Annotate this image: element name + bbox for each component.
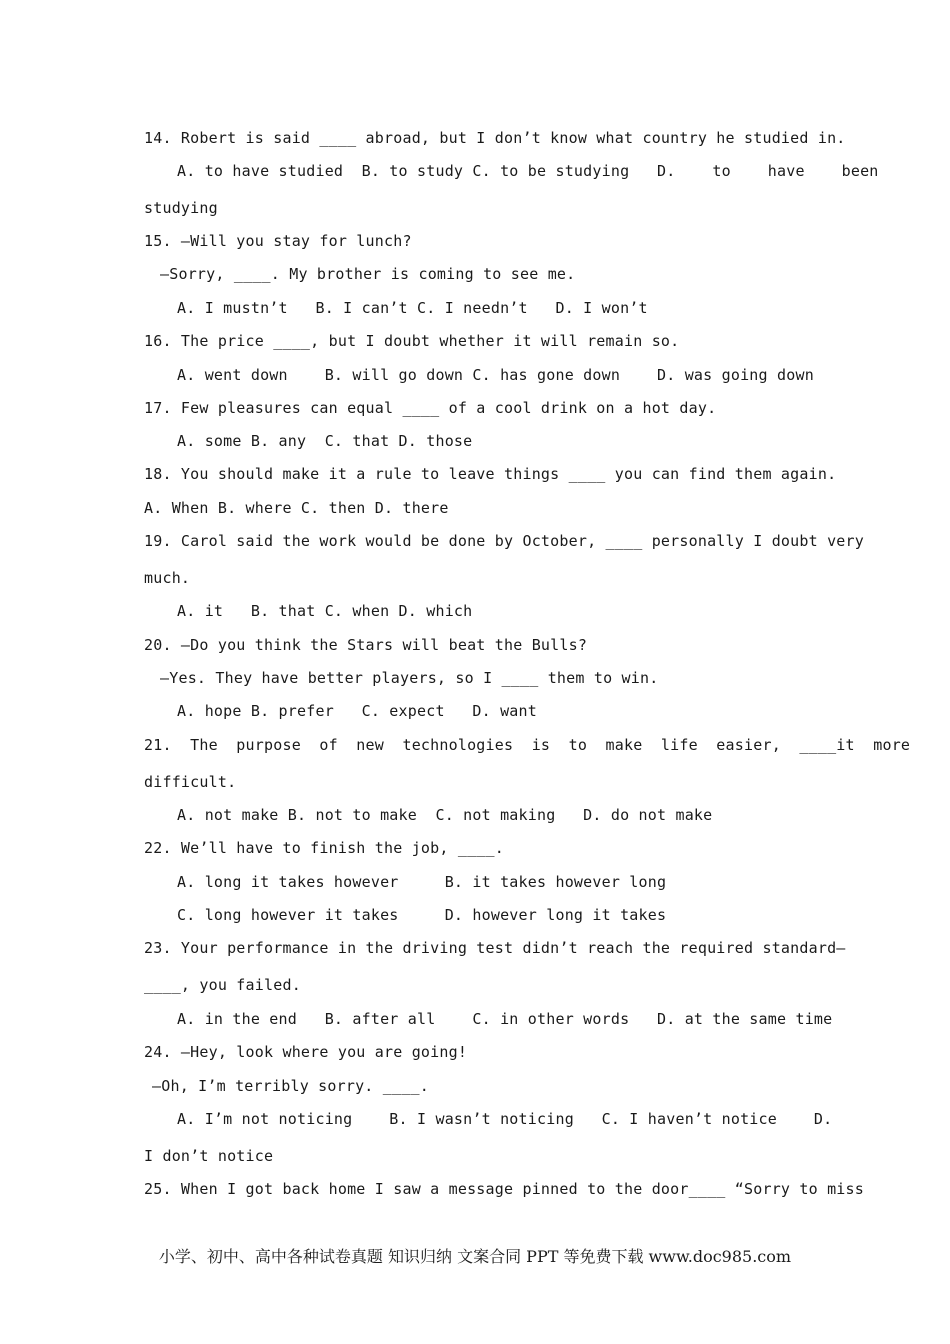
options-21: A. not make B. not to make C. not making D. do not make <box>177 806 713 824</box>
options-22-cd: C. long however it takes D. however long it takes <box>177 906 667 924</box>
options-24-cont: I don’t notice <box>144 1147 274 1165</box>
options-16: A. went down B. will go down C. has gone down D. was going down <box>177 366 814 384</box>
options-14-cont: studying <box>144 199 218 217</box>
question-15-reply: —Sorry, ____. My brother is coming to see me. <box>160 265 576 283</box>
question-17: 17. Few pleasures can equal ____ of a cool drink on a hot day. <box>144 399 717 417</box>
options-23: A. in the end B. after all C. in other words D. at the same time <box>177 1010 833 1028</box>
options-15: A. I mustn’t B. I can’t C. I needn’t D. I won’t <box>177 299 648 317</box>
question-23-cont: ____, you failed. <box>144 976 301 994</box>
question-15: 15. —Will you stay for lunch? <box>144 232 412 250</box>
question-20-reply: —Yes. They have better players, so I ____ them to win. <box>160 669 659 687</box>
options-20: A. hope B. prefer C. expect D. want <box>177 702 537 720</box>
question-19: 19. Carol said the work would be done by October, ____ personally I doubt very <box>144 532 864 550</box>
question-23: 23. Your performance in the driving test didn’t reach the required standard— <box>144 939 846 957</box>
question-14: 14. Robert is said ____ abroad, but I don’t know what country he studied in. <box>144 129 846 147</box>
question-21: 21. The purpose of new technologies is to make life easier, ____it more <box>144 736 911 754</box>
options-19: A. it B. that C. when D. which <box>177 602 473 620</box>
question-19-cont: much. <box>144 569 191 587</box>
question-20: 20. —Do you think the Stars will beat the Bulls? <box>144 636 588 654</box>
options-22-ab: A. long it takes however B. it takes however long <box>177 873 667 891</box>
question-25: 25. When I got back home I saw a message pinned to the door____ “Sorry to miss <box>144 1180 864 1198</box>
options-24: A. I’m not noticing B. I wasn’t noticing C. I haven’t notice D. <box>177 1110 833 1128</box>
options-17: A. some B. any C. that D. those <box>177 432 473 450</box>
question-16: 16. The price ____, but I doubt whether it will remain so. <box>144 332 680 350</box>
options-14: A. to have studied B. to study C. to be studying D. to have been <box>177 162 879 180</box>
question-18: 18. You should make it a rule to leave things ____ you can find them again. <box>144 465 837 483</box>
question-24: 24. —Hey, look where you are going! <box>144 1043 468 1061</box>
question-24-reply: —Oh, I’m terribly sorry. ____. <box>152 1077 429 1095</box>
question-21-cont: difficult. <box>144 773 237 791</box>
page-footer: 小学、初中、高中各种试卷真题 知识归纳 文案合同 PPT 等免费下载 www.doc985.com <box>158 1247 792 1266</box>
question-22: 22. We’ll have to finish the job, ____. <box>144 839 504 857</box>
options-18: A. When B. where C. then D. there <box>144 499 449 517</box>
